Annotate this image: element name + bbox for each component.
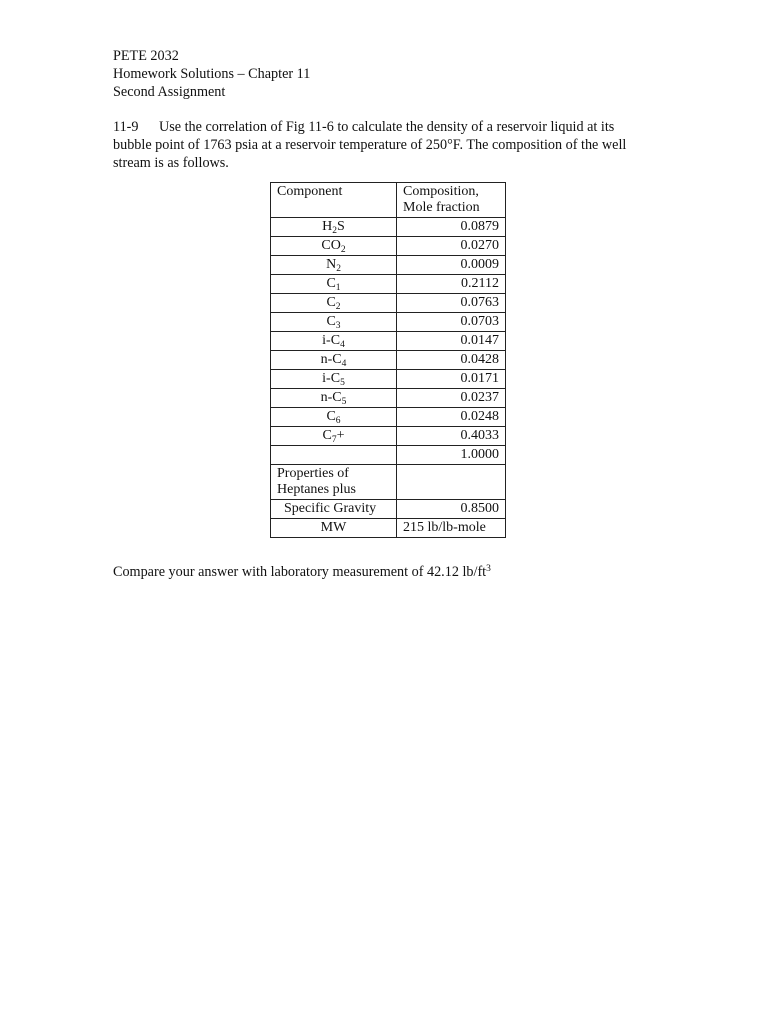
- component-subscript: 2: [340, 245, 346, 255]
- header-composition: [397, 183, 506, 218]
- component-name: [271, 256, 397, 275]
- mole-fraction-value: 0.0270: [397, 237, 506, 256]
- header-composition-line2: Mole fraction: [403, 200, 480, 215]
- header-component: Component: [271, 183, 397, 218]
- table-row: [271, 370, 506, 389]
- component-base: C: [326, 409, 336, 424]
- properties-row: [271, 465, 506, 500]
- component-subscript: 6: [335, 416, 341, 426]
- component-base: n-C: [320, 390, 342, 405]
- table-row: [271, 256, 506, 275]
- composition-table: [270, 182, 506, 538]
- component-subscript: 2: [332, 226, 338, 236]
- specific-gravity-row: [271, 500, 506, 519]
- component-base: n-C: [320, 352, 342, 367]
- specific-gravity-value: 0.8500: [397, 500, 506, 519]
- component-name: [271, 218, 397, 237]
- mole-fraction-value: 0.0237: [397, 389, 506, 408]
- problem-number: 11-9: [113, 119, 139, 135]
- mole-fraction-value: 0.0248: [397, 408, 506, 427]
- table-row: [271, 218, 506, 237]
- component-subscript: 4: [340, 340, 345, 350]
- molecular-weight-row: [271, 519, 506, 538]
- component-subscript: 5: [340, 378, 345, 388]
- total-row: [271, 446, 506, 465]
- component-name: [271, 237, 397, 256]
- properties-label: [271, 465, 397, 500]
- component-subscript: 2: [336, 264, 341, 274]
- table-row: [271, 294, 506, 313]
- table-row: [271, 351, 506, 370]
- component-name: [271, 351, 397, 370]
- component-name: [271, 389, 397, 408]
- component-base: i-C: [322, 371, 341, 386]
- component-subscript: 2: [335, 302, 341, 312]
- component-base: N: [326, 257, 337, 272]
- component-base: i-C: [322, 333, 341, 348]
- table-row: [271, 408, 506, 427]
- molecular-weight-label: MW: [271, 519, 397, 538]
- component-base: H: [322, 219, 333, 234]
- component-name: [271, 275, 397, 294]
- component-name: [271, 427, 397, 446]
- total-label-empty: [271, 446, 397, 465]
- component-subscript: 4: [341, 359, 347, 369]
- component-name: [271, 332, 397, 351]
- mole-fraction-value: 0.4033: [397, 427, 506, 446]
- course-code: PETE 2032: [113, 48, 179, 64]
- problem-text: Use the correlation of Fig 11-6 to calculate the density of a reservoir liquid at its bubble point of 1763 psia at a reservoir temperature of 250°F. The composition of the well stream is as follows.: [113, 119, 627, 171]
- component-suffix: S: [337, 219, 345, 234]
- table-row: [271, 237, 506, 256]
- component-base: C: [326, 314, 336, 329]
- table-row: [271, 313, 506, 332]
- component-base: C: [326, 276, 336, 291]
- component-name: [271, 408, 397, 427]
- mole-fraction-value: 0.0171: [397, 370, 506, 389]
- specific-gravity-label: Specific Gravity: [271, 500, 397, 519]
- mole-fraction-value: 0.0009: [397, 256, 506, 275]
- document-title: Homework Solutions – Chapter 11: [113, 66, 311, 82]
- mole-fraction-value: 0.0703: [397, 313, 506, 332]
- mole-fraction-value: 0.0879: [397, 218, 506, 237]
- component-suffix: +: [336, 428, 345, 443]
- compare-text: Compare your answer with laboratory measurement of 42.12 lb/ft: [113, 564, 487, 580]
- table-row: [271, 389, 506, 408]
- properties-label-line2: Heptanes plus: [277, 482, 356, 497]
- component-subscript: 7: [331, 435, 337, 445]
- component-base: CO: [321, 238, 341, 253]
- molecular-weight-value: 215 lb/lb-mole: [397, 519, 506, 538]
- table-row: [271, 427, 506, 446]
- component-subscript: 1: [335, 283, 341, 293]
- component-base: C: [326, 295, 336, 310]
- component-name: [271, 370, 397, 389]
- component-name: [271, 313, 397, 332]
- document-subtitle: Second Assignment: [113, 84, 226, 100]
- header-composition-line1: Composition,: [403, 184, 479, 199]
- mole-fraction-value: 0.0763: [397, 294, 506, 313]
- compare-exponent: 3: [486, 564, 491, 574]
- mole-fraction-value: 0.0147: [397, 332, 506, 351]
- table-row: [271, 332, 506, 351]
- component-name: [271, 294, 397, 313]
- component-base: C: [322, 428, 332, 443]
- problem-statement: [113, 118, 643, 172]
- mole-fraction-value: 0.0428: [397, 351, 506, 370]
- mole-fraction-value: 0.2112: [397, 275, 506, 294]
- properties-label-line1: Properties of: [277, 466, 349, 481]
- component-subscript: 3: [335, 321, 341, 331]
- component-subscript: 5: [341, 397, 347, 407]
- properties-value-empty: [397, 465, 506, 500]
- compare-note: [113, 564, 491, 581]
- total-value: 1.0000: [397, 446, 506, 465]
- table-header-row: [271, 183, 506, 218]
- table-row: [271, 275, 506, 294]
